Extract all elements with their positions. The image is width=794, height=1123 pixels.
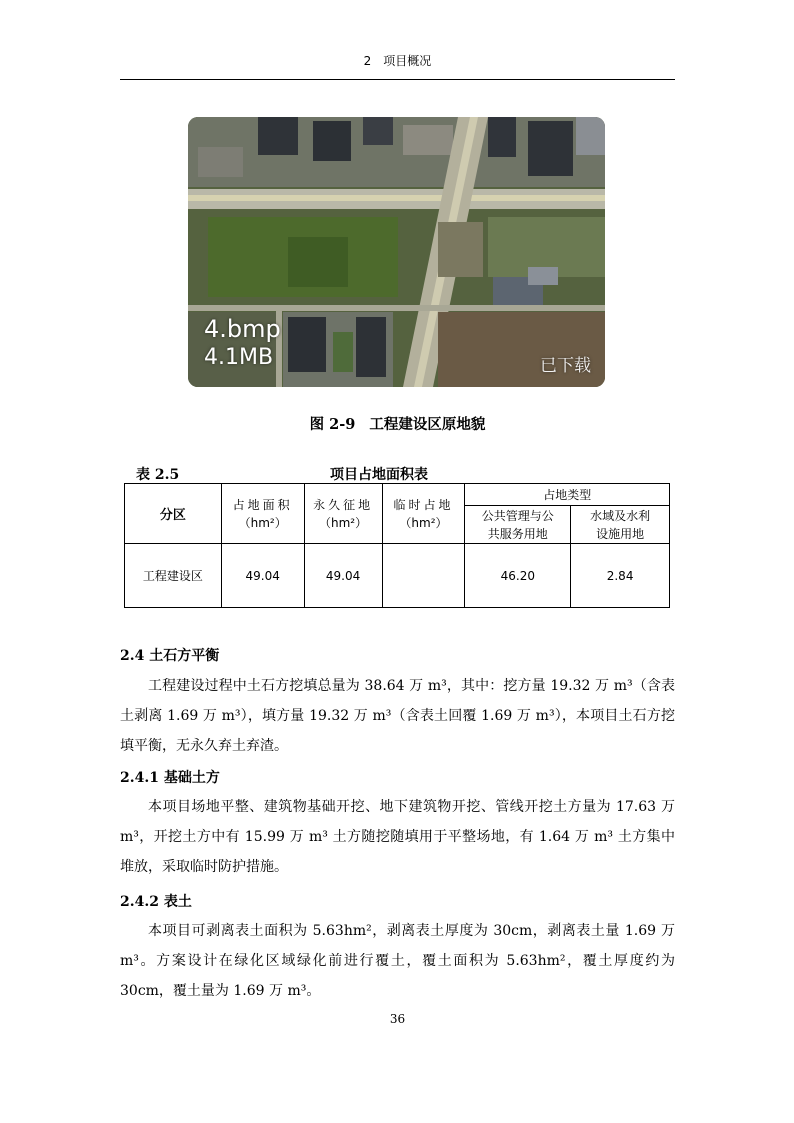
header-type-group: 占地类型: [465, 484, 670, 506]
overlay-filename: 4.bmp: [204, 315, 281, 343]
header-water-line1: 水域及水利: [590, 508, 651, 523]
header-temporary-label: 临时占地: [393, 497, 454, 512]
table-title: 项目占地面积表: [330, 467, 428, 483]
header-area-unit: （hm²）: [238, 515, 287, 530]
section-text-2-4-1: 本项目场地平整、建筑物基础开挖、地下建筑物开挖、管线开挖土方量为 17.63 万 m³，开挖土方中有 15.99 万 m³ 土方随挖随填用于平整场地，有 1.64 万 m³ 土方集中堆放，采取临时防护措施。: [120, 799, 675, 875]
table-label: 表 2.5: [136, 467, 180, 483]
cell-water: 2.84: [571, 544, 670, 608]
section-heading-2-4: 2.4 土石方平衡: [120, 648, 220, 664]
running-header: 2 项目概况: [363, 54, 432, 68]
header-public-line2: 共服务用地: [487, 526, 548, 541]
figure-caption-text: 工程建设区原地貌: [369, 416, 486, 433]
cell-zone: 工程建设区: [125, 544, 222, 608]
figure-number: 图 2-9: [309, 416, 356, 433]
figure-caption: [120, 413, 675, 434]
header-public-line1: 公共管理与公: [481, 508, 554, 523]
header-temporary: [382, 484, 465, 544]
header-rule: [120, 79, 675, 80]
page-number: 36: [389, 1012, 406, 1026]
table-row: [125, 544, 670, 608]
header-permanent: [304, 484, 382, 544]
table-header-row: [125, 484, 670, 506]
cell-public-service: 46.20: [465, 544, 571, 608]
header-permanent-unit: （hm²）: [319, 515, 368, 530]
cell-area: 49.04: [221, 544, 304, 608]
cell-permanent: 49.04: [304, 544, 382, 608]
header-water: [571, 506, 670, 544]
header-zone: 分区: [125, 484, 222, 544]
section-heading-2-4-1: 2.4.1 基础土方: [120, 770, 220, 786]
section-heading-2-4-2: 2.4.2 表土: [120, 894, 192, 910]
header-area: [221, 484, 304, 544]
header-water-line2: 设施用地: [596, 526, 645, 541]
header-public-service: [465, 506, 571, 544]
land-area-table: [124, 483, 670, 608]
header-permanent-label: 永久征地: [313, 497, 374, 512]
cell-temporary: [382, 544, 465, 608]
section-text-2-4: 工程建设过程中土石方挖填总量为 38.64 万 m³，其中：挖方量 19.32 万 m³（含表土剥离 1.69 万 m³），填方量 19.32 万 m³（含表土回覆 1.69 万 m³），本项目土石方挖填平衡，无永久弃土弃渣。: [120, 678, 675, 754]
overlay-download-status: 已下载: [540, 356, 591, 376]
header-area-label: 占地面积: [232, 497, 293, 512]
header-temporary-unit: （hm²）: [399, 515, 448, 530]
overlay-filesize: 4.1MB: [204, 345, 274, 370]
section-text-2-4-2: 本项目可剥离表土面积为 5.63hm²，剥离表土厚度为 30cm，剥离表土量 1.69 万 m³。方案设计在绿化区域绿化前进行覆土，覆土面积为 5.63hm²，覆土厚度约为 30cm，覆土量为 1.69 万 m³。: [120, 923, 675, 999]
aerial-photo[interactable]: [188, 117, 605, 387]
